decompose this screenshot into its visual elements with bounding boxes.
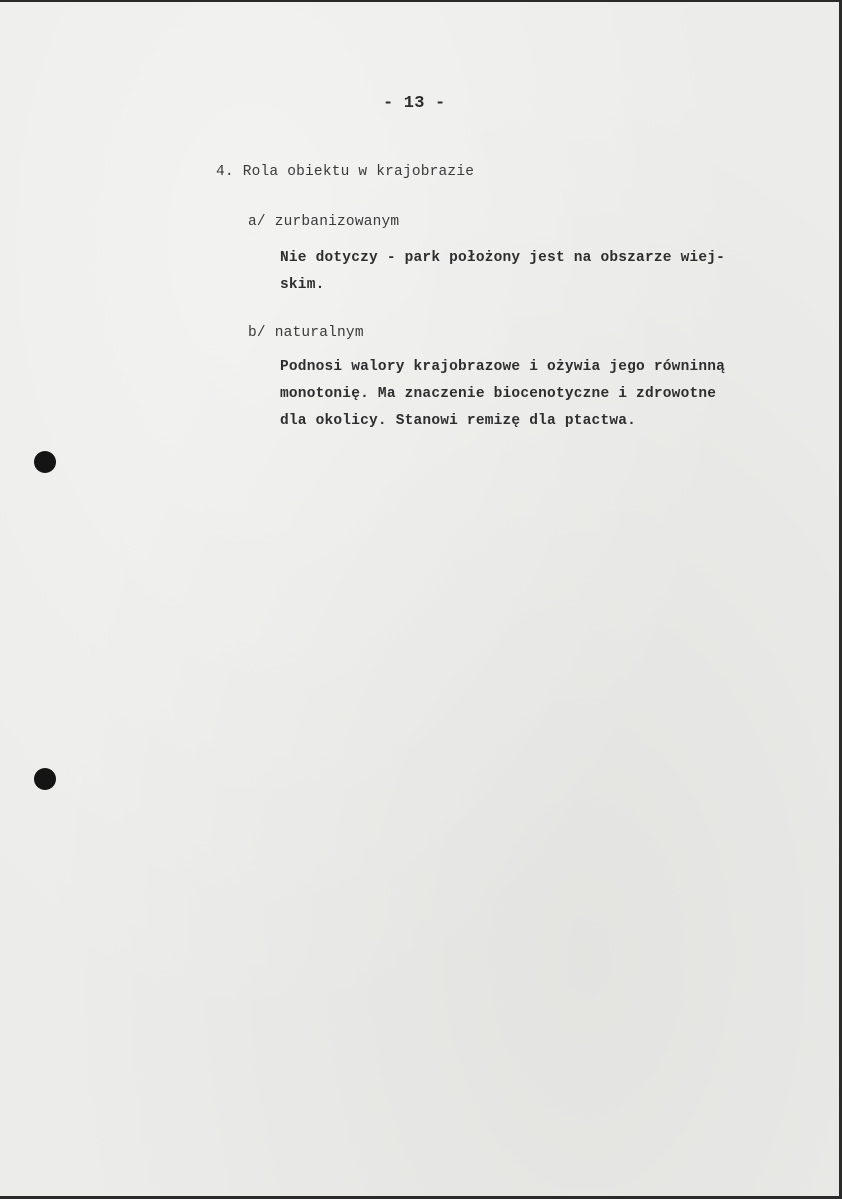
subsection-b-text-line: Podnosi walory krajobrazowe i ożywia jego równinną (280, 359, 726, 375)
subsection-b-text-line: dla okolicy. Stanowi remizę dla ptactwa. (280, 413, 637, 429)
punch-hole (34, 768, 56, 790)
subsection-a-label: a/ zurbanizowanym (248, 214, 400, 230)
subsection-a-text-line: skim. (280, 277, 325, 293)
subsection-b-label: b/ naturalnym (248, 325, 364, 341)
punch-hole (34, 451, 56, 473)
section-heading: 4. Rola obiektu w krajobrazie (216, 164, 475, 180)
subsection-b-text-line: monotonię. Ma znaczenie biocenotyczne i zdrowotne (280, 386, 717, 402)
page-number: - 13 - (383, 94, 446, 113)
subsection-a-text-line: Nie dotyczy - park położony jest na obszarze wiej- (280, 250, 726, 266)
